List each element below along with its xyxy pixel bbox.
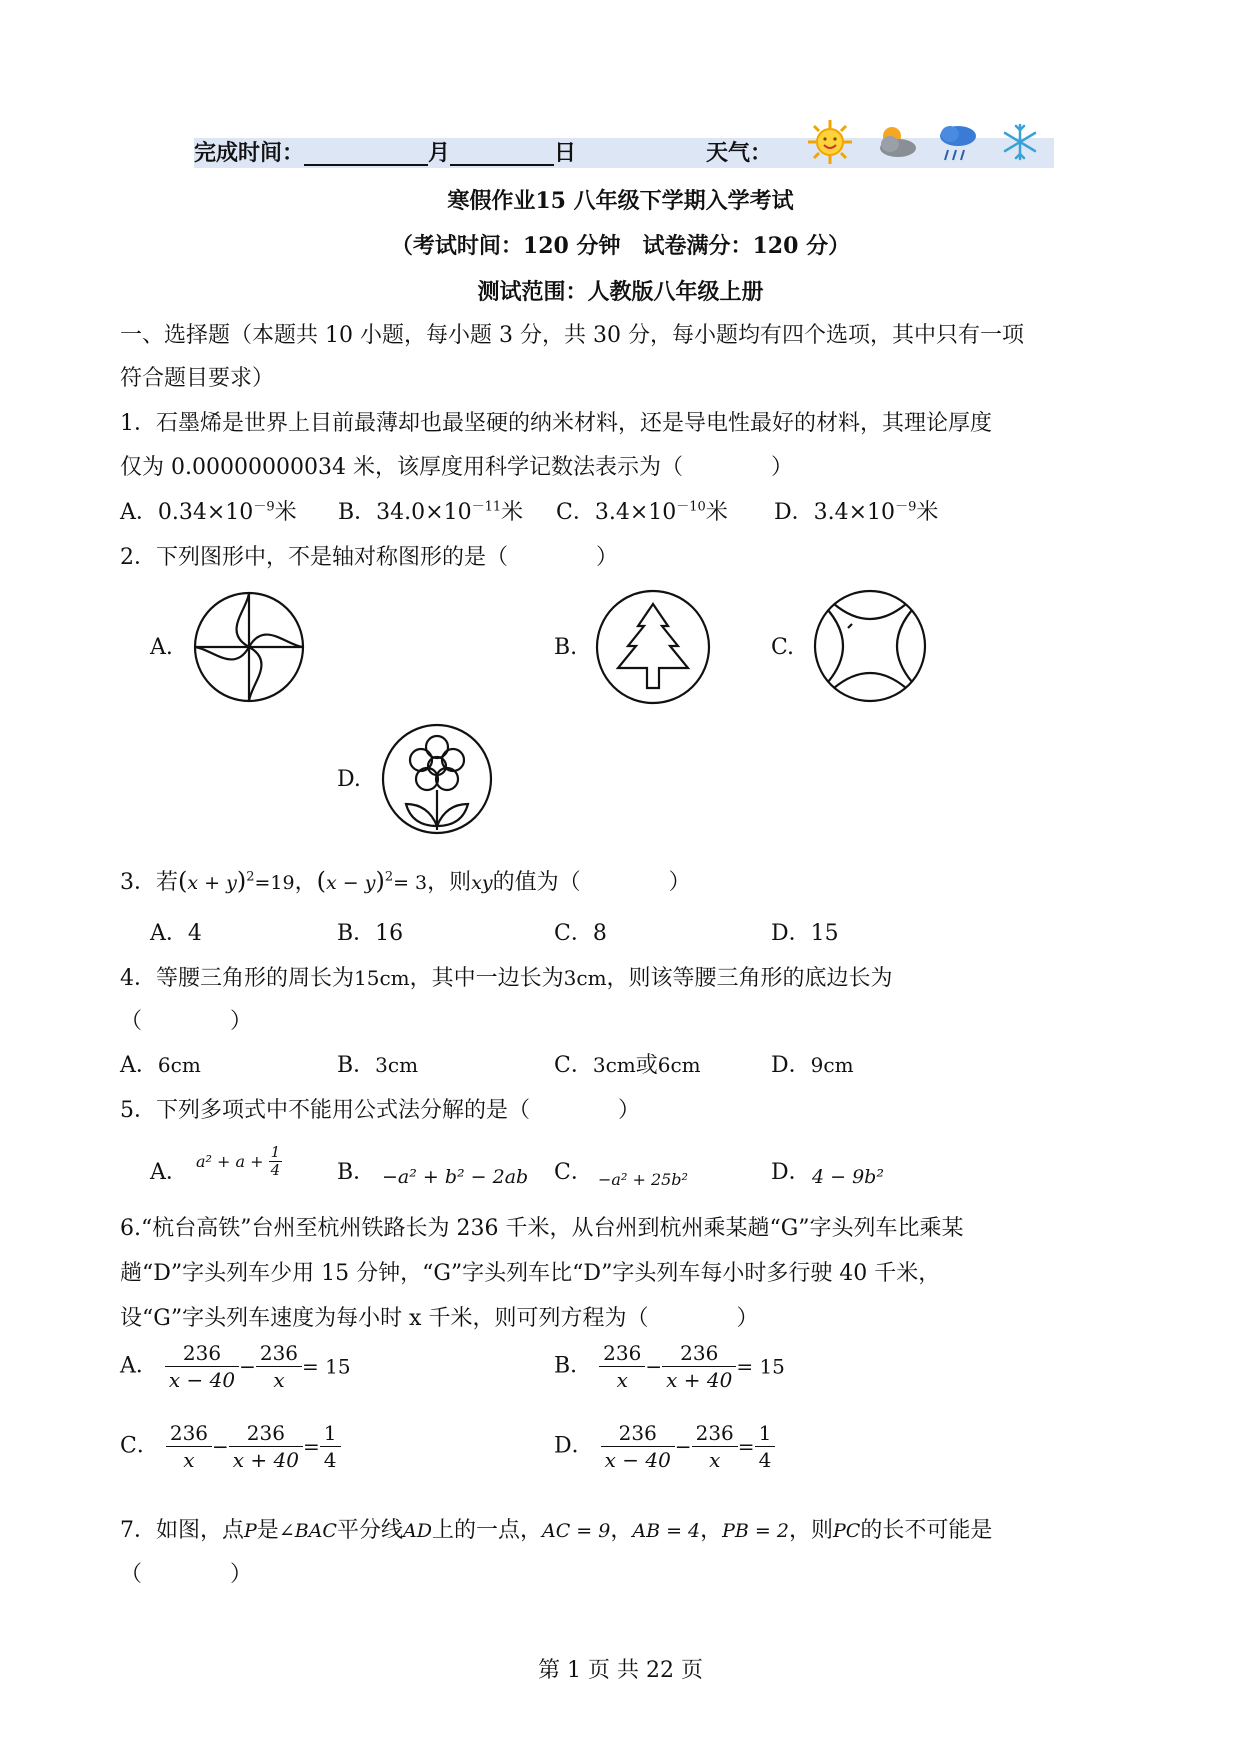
q1-line2: 仅为 0.00000000034 米，该厚度用科学记数法表示为（ ）	[120, 455, 793, 480]
weather-label: 天气：	[706, 140, 773, 166]
q6-option-b: B． $\frac{236}{x}$ − $\frac{236}{x + 40}$ = 15	[554, 1341, 785, 1392]
q2-label-b: B.	[554, 635, 578, 660]
exam-title: 寒假作业15 八年级下学期入学考试	[447, 188, 794, 214]
q5-option-a: a² + a + $\frac{1}{4}$	[196, 1143, 281, 1179]
figure-c-curved-square	[812, 588, 928, 704]
q3-option-d: D．15	[771, 921, 839, 946]
q3-stem: 3．若$(x + y)^2=19$，$(x - y)^2= 3$，则xy的值为（ ）	[120, 867, 691, 895]
q7-line2: （ ）	[120, 1562, 253, 1587]
q1-option-d: D．$3.4\times 10^{-9}$米	[774, 499, 939, 525]
completion-label: 完成时间：	[194, 140, 305, 166]
exam-scope: 测试范围：人教版八年级上册	[477, 279, 764, 305]
q2-label-a: A.	[150, 635, 173, 660]
q2-label-c: C.	[771, 635, 795, 660]
q3-option-c: C．8	[554, 921, 607, 946]
rain-cloud-icon	[936, 122, 980, 164]
q4-option-a: A．6cm	[120, 1053, 201, 1078]
q4-stem: 4．等腰三角形的周长为15cm，其中一边长为3cm，则该等腰三角形的底边长为	[120, 966, 893, 991]
day-blank	[450, 142, 554, 166]
q2-stem: 2．下列图形中，不是轴对称图形的是（ ）	[120, 545, 618, 570]
month-blank	[304, 142, 428, 166]
cloudy-sun-icon	[872, 122, 920, 162]
q4-option-d: D．9cm	[771, 1053, 854, 1078]
q5-option-c: −a² + 25b²	[598, 1170, 688, 1189]
q5-option-b: −a² + b² − 2ab	[382, 1166, 529, 1188]
section1-line2: 符合题目要求）	[120, 366, 275, 391]
q7-stem: 7．如图，点P是∠BAC平分线AD上的一点，AC = 9，AB = 4，PB = 2，则PC的长不可能是	[120, 1518, 993, 1543]
q1-option-a: A．$0.34\times 10^{-9}$米	[120, 499, 297, 525]
q6-line1: 6.“杭台高铁”台州至杭州铁路长为 236 千米，从台州到杭州乘某趟“G”字头列车比乘某	[120, 1216, 964, 1241]
q6-line3: 设“G”字头列车速度为每小时 x 千米，则可列方程为（ ）	[120, 1306, 759, 1331]
q5-label-a: A．	[150, 1160, 188, 1185]
q5-label-b: B．	[337, 1160, 376, 1185]
q6-line2: 趟“D”字头列车少用 15 分钟，“G”字头列车比“D”字头列车每小时多行驶 40 千米，	[120, 1261, 941, 1286]
figure-a-pinwheel	[192, 590, 306, 704]
q4-option-b: B．3cm	[337, 1053, 419, 1078]
section1-line1: 一、选择题（本题共 10 小题，每小题 3 分，共 30 分，每小题均有四个选项，其中只有一项	[120, 323, 1024, 348]
q6-option-d: D． $\frac{236}{x - 40}$ − $\frac{236}{x}$ = $\frac{1}{4}$	[554, 1420, 775, 1473]
figure-b-tree	[594, 588, 712, 706]
q5-label-d: D．	[771, 1160, 811, 1185]
q5-option-d: 4 − 9b²	[812, 1166, 884, 1188]
q6-option-c: C． $\frac{236}{x}$ − $\frac{236}{x + 40}$ = $\frac{1}{4}$	[120, 1420, 341, 1473]
q3-option-a: A．4	[150, 921, 202, 946]
q2-label-d: D.	[337, 767, 361, 792]
q6-option-a: A． $\frac{236}{x - 40}$ − $\frac{236}{x}$ = 15	[120, 1341, 351, 1392]
q1-line1: 1．石墨烯是世界上目前最薄却也最坚硬的纳米材料，还是导电性最好的材料，其理论厚度	[120, 411, 993, 436]
exam-subtitle: （考试时间：120 分钟 试卷满分：120 分）	[390, 233, 851, 259]
q1-option-b: B．$34.0\times 10^{-11}$米	[338, 499, 524, 525]
q5-stem: 5．下列多项式中不能用公式法分解的是（ ）	[120, 1098, 640, 1123]
sun-icon	[808, 120, 852, 164]
figure-d-flower	[380, 722, 494, 836]
q1-option-c: C．$3.4\times 10^{-10}$米	[556, 499, 728, 525]
month-label: 月	[428, 140, 451, 166]
q5-label-c: C．	[554, 1160, 593, 1185]
completion-time-row	[194, 140, 576, 166]
day-label: 日	[554, 140, 577, 166]
q4-line2: （ ）	[120, 1009, 253, 1034]
q3-option-b: B．16	[337, 921, 404, 946]
snowflake-icon	[1000, 122, 1040, 162]
page-footer: 第 1 页 共 22 页	[538, 1658, 703, 1683]
q4-option-c: C．3cm或6cm	[554, 1053, 701, 1078]
